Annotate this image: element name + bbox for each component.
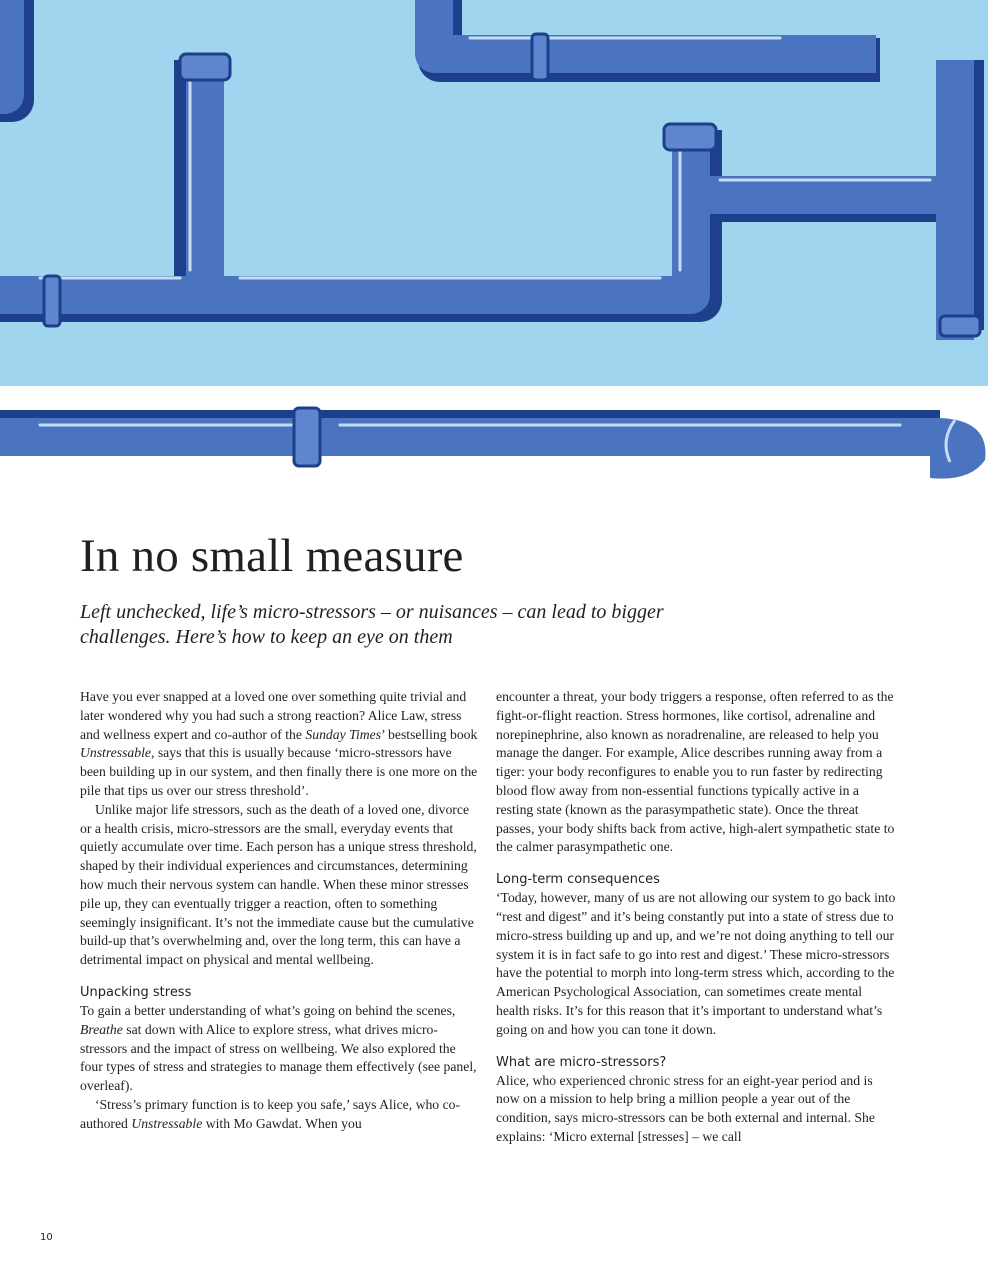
body-column-right xyxy=(496,688,896,1147)
magazine-name: Breathe xyxy=(80,1021,123,1037)
body-column-left xyxy=(80,688,480,1134)
book-title: Unstressable xyxy=(131,1115,203,1131)
article-title: In no small measure xyxy=(80,530,464,582)
paragraph: ‘Today, however, many of us are not allowing our system to go back into “rest and digest” and it’s being constantly put into a state of stress due to micro-stress building up and up, and we’re not doing anything to tell our system it is in fact safe to go into rest and digest.’ These micro-stressors have the potential to morph into long-term stress which, according to the American Psychological Association, can sometimes create mental health risks. It’s for this reason that it’s important to understand what’s going on and how you can tone it down. xyxy=(496,890,896,1037)
paragraph: ‘Stress’s primary function is to keep you safe,’ says Alice, who co-authored Unstressable with Mo Gawdat. When you xyxy=(80,1096,461,1131)
book-title: Unstressable xyxy=(80,745,151,761)
paragraph: To gain a better understanding of what’s going on behind the scenes, Breathe sat down with Alice to explore stress, what drives micro-stressors and the impact of stress on wellbeing. We also explored the four types of stress and strategies to manage them effectively (see panel, overleaf). xyxy=(80,1002,477,1094)
article-standfirst: Left unchecked, life’s micro-stressors – or nuisances – can lead to bigger challenges. Here’s how to keep an eye on them xyxy=(80,601,664,648)
page-number: 10 xyxy=(40,1232,53,1243)
paragraph: Alice, who experienced chronic stress for an eight-year period and is now on a mission to help bring a million people a year out of the condition, says micro-stressors can be both external and internal. She explains: ‘Micro external [stresses] – we call xyxy=(496,1072,875,1144)
publication-name: Sunday Times xyxy=(305,726,382,742)
paragraph: Unlike major life stressors, such as the death of a loved one, divorce or a health crisis, micro-stressors are the small, everyday events that quietly accumulate over time. Each person has a unique stress threshold, shaped by their individual experiences and circumstances, determining how much their nervous system can handle. When these minor stresses pile up, they can eventually trigger a reaction, often to something seemingly insignificant. It’s not the immediate cause but the cumulative build-up that’s overwhelming and, over the long term, this can have a detrimental impact on physical and mental wellbeing. xyxy=(80,801,477,968)
paragraph: encounter a threat, your body triggers a response, often referred to as the fight-or-flight reaction. Stress hormones, like cortisol, adrenaline and norepinephrine, also known as noradrenaline, are released to help you manage the danger. For example, Alice describes running away from a tiger: your body reconfigures to enable you to run faster by redirecting blood flow away from non-essential functions typically active in a resting state (known as the parasympathetic state). Once the threat passes, your body shifts back from active, high-alert sympathetic state to the calmer parasympathetic one. xyxy=(496,689,895,855)
section-heading: Long-term consequences xyxy=(496,872,660,888)
paragraph: Have you ever snapped at a loved one over something quite trivial and later wondered why you had such a strong reaction? Alice Law, stress and wellness expert and co-author of the Sunday Times’ bestselling book Unstressable, says that this is usually because ‘micro-stressors have been building up in our system, and then finally there is one more on the pile that tips us over our stress threshold’. xyxy=(80,689,478,798)
section-heading: What are micro-stressors? xyxy=(496,1054,667,1070)
pipes-illustration xyxy=(0,0,988,500)
section-heading: Unpacking stress xyxy=(80,984,192,1000)
